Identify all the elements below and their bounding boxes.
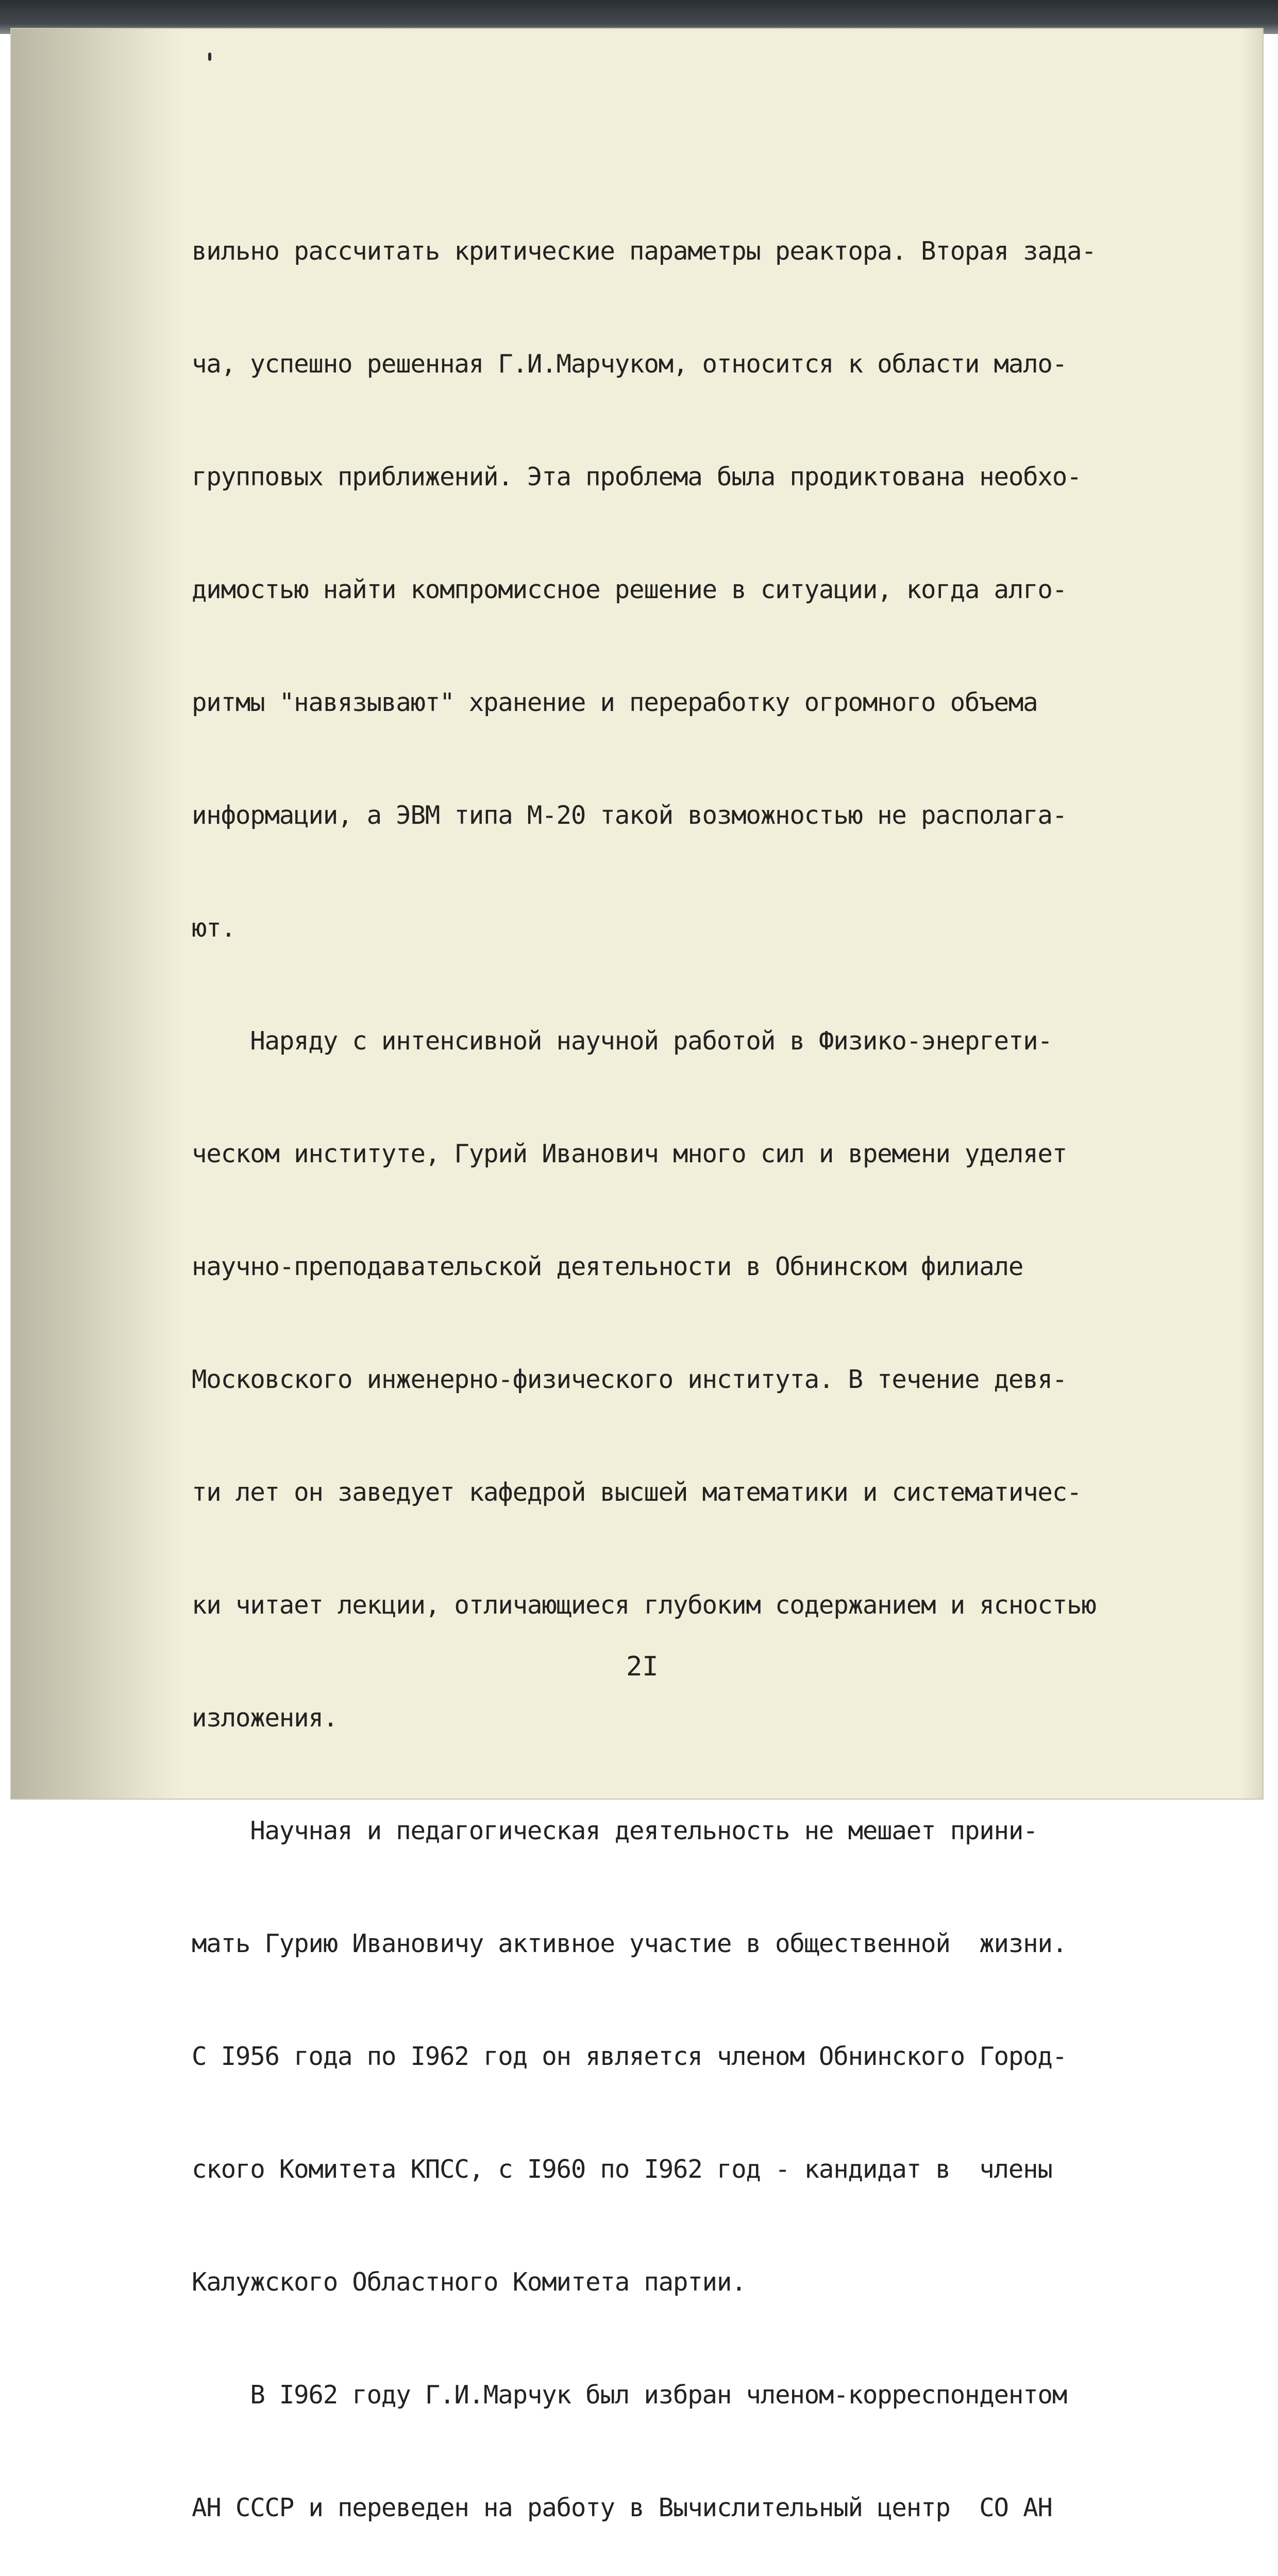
text-line: ча, успешно решенная Г.И.Марчуком, относится к области мало- [192,349,1067,379]
text-line: информации, а ЭВМ типа М-20 такой возможностью не располага- [192,801,1067,830]
text-line: групповых приближений. Эта проблема была продиктована необхо- [192,462,1082,492]
text-line: ского Комитета КПСС, с I960 по I962 год - кандидат в члены [192,2155,1052,2184]
text-line: мать Гурию Ивановичу активное участие в общественной жизни. [192,1929,1067,1958]
text-line: димостью найти компромиссное решение в ситуации, когда алго- [192,575,1067,604]
gutter-shadow [11,29,181,1799]
text-line: научно-преподавательской деятельности в Обнинском филиале [192,1252,1023,1281]
text-line: ки читает лекции, отличающиеся глубоким содержанием и ясностью [192,1590,1096,1620]
text-line: Калужского Областного Комитета партии. [192,2267,746,2297]
edge-shadow [1242,29,1263,1799]
page-number: 2I [626,1651,659,1682]
text-line: Московского инженерно-физического института. В течение девя- [192,1365,1067,1394]
text-line: Наряду с интенсивной научной работой в Физико-энергети- [192,1026,1052,1056]
body-text [192,157,1166,2576]
text-line: ритмы "навязывают" хранение и переработку огромного объема [192,688,1038,717]
text-line: ти лет он заведует кафедрой высшей математики и систематичес- [192,1478,1082,1507]
ink-mark [208,53,211,61]
text-line: Научная и педагогическая деятельность не мешает прини- [192,1816,1038,1845]
text-line: ют. [192,913,236,943]
text-line: ческом институте, Гурий Иванович много сил и времени уделяет [192,1139,1067,1168]
text-line: вильно рассчитать критические параметры реактора. Вторая зада- [192,236,1096,266]
text-line: С I956 года по I962 год он является членом Обнинского Город- [192,2042,1067,2071]
text-line: В I962 году Г.И.Марчук был избран членом-корреспондентом [192,2380,1067,2410]
text-line: изложения. [192,1703,338,1733]
text-line: АН СССР и переведен на работу в Вычислительный центр СО АН [192,2493,1052,2522]
